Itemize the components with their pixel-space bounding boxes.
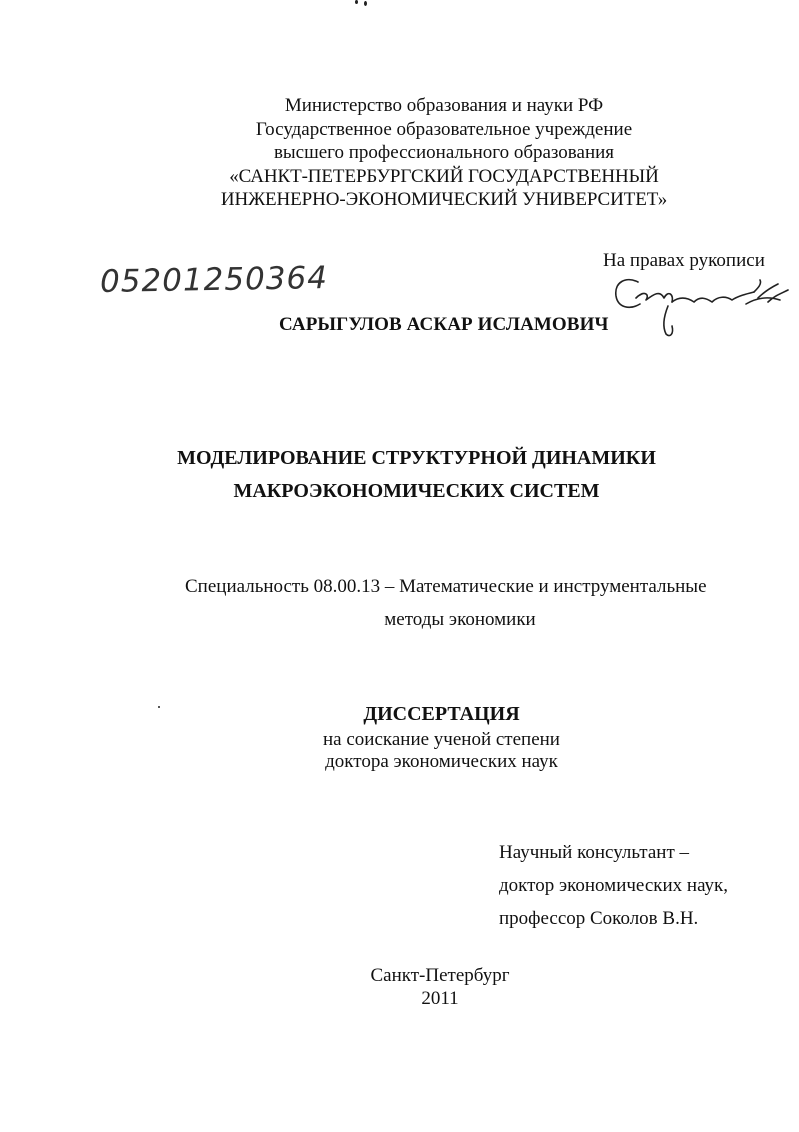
author-signature — [608, 268, 790, 340]
degree-purpose-line: на соискание ученой степени — [323, 729, 560, 750]
institution-type-line: Государственное образовательное учреждение — [255, 118, 633, 140]
institution-header — [0, 94, 799, 212]
handwritten-registration-number: 05201250364 — [99, 260, 329, 300]
consultant-role: Научный консультант – — [499, 842, 689, 863]
consultant-degree: доктор экономических наук, — [499, 875, 729, 896]
university-name-line1: «САНКТ-ПЕТЕРБУРГСКИЙ ГОСУДАРСТВЕННЫЙ — [229, 165, 659, 187]
year: 2011 — [421, 988, 459, 1009]
specialty-line1: Специальность 08.00.13 – Математические и инструментальные — [185, 576, 707, 597]
scientific-consultant — [499, 836, 728, 935]
author-name: САРЫГУЛОВ АСКАР ИСЛАМОВИЧ — [279, 314, 609, 335]
title-line1: МОДЕЛИРОВАНИЕ СТРУКТУРНОЙ ДИНАМИКИ — [177, 447, 656, 469]
title-line2: МАКРОЭКОНОМИЧЕСКИХ СИСТЕМ — [233, 480, 600, 502]
city: Санкт-Петербург — [370, 965, 510, 986]
consultant-name: профессор Соколов В.Н. — [499, 908, 699, 929]
degree-name-line: доктора экономических наук — [325, 751, 558, 772]
scan-speck — [355, 0, 358, 4]
university-name-line2: ИНЖЕНЕРНО-ЭКОНОМИЧЕСКИЙ УНИВЕРСИТЕТ» — [220, 189, 668, 210]
ministry-line: Министерство образования и науки РФ — [284, 95, 604, 116]
education-level-line: высшего профессионального образования — [273, 142, 615, 163]
manuscript-label: На правах рукописи — [603, 250, 765, 271]
dissertation-block — [0, 703, 799, 773]
scan-speck — [364, 1, 367, 6]
dissertation-heading: ДИССЕРТАЦИЯ — [363, 703, 520, 725]
dissertation-title — [0, 442, 799, 508]
city-year-footer — [0, 964, 799, 1010]
specialty-line2: методы экономики — [384, 609, 536, 630]
